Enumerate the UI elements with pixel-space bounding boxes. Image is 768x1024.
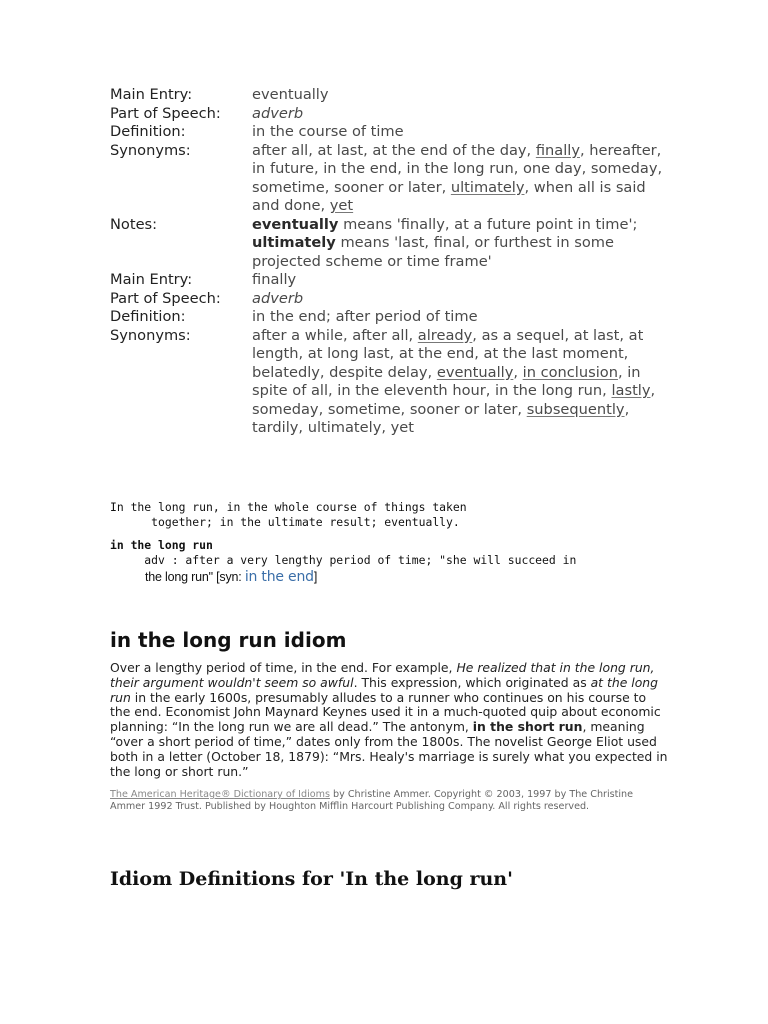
main-entry-label: Main Entry: (110, 86, 193, 103)
notes-word: eventually (252, 215, 339, 233)
wordnet-def-line: together; in the ultimate result; eventually. (110, 515, 460, 529)
pos-label: Part of Speech: (110, 104, 221, 122)
entry2-synonyms-row (110, 327, 670, 438)
syn-text: , hereafter, in future, in the end, in the long run, one day, someday, sometime, sooner or later, (252, 141, 663, 196)
synonym-link-finally[interactable]: finally (535, 141, 580, 159)
synonyms-value (252, 142, 667, 216)
idiom-example: He realized that in the long run, their argument wouldn't seem so awful (110, 660, 655, 690)
definition-label: Definition: (110, 308, 186, 325)
entry2-definition-row (110, 308, 670, 327)
syn-text: , when all is said and done, (252, 178, 646, 214)
entry2-pos-row (110, 290, 670, 309)
definitions-heading: Idiom Definitions for 'In the long run' (110, 868, 513, 890)
main-entry-value: finally (252, 271, 297, 288)
wordnet-headword: in the long run (110, 538, 213, 552)
syn-text: , someday, sometime, sooner or later, (252, 382, 656, 418)
entry1-notes-row (110, 216, 670, 272)
notes-text: means 'last, final, or furthest in some projected scheme or time frame' (252, 234, 614, 270)
idiom-text: , meaning “over a short period of time,” dates only from the 1800s. The novelist George Eliot used both in a letter (October 18, 1879): “Mrs. Healy's marriage is surely what you expected in the long or short run.” (110, 719, 668, 779)
idiom-text: in the early 1600s, presumably alludes to a runner who continues on his course to the end. Economist John Maynard Keynes used it in a much-quoted quip about economic planning: “In the long run we are all dead.” The antonym, (110, 689, 661, 735)
synonym-link-already[interactable]: already (417, 326, 473, 344)
synonym-link-ultimately[interactable]: ultimately (450, 178, 525, 196)
synonym-link-subsequently[interactable]: subsequently (526, 400, 625, 418)
entry1-main-entry-row (110, 86, 670, 105)
wordnet-definition (110, 500, 467, 530)
idiom-heading: in the long run idiom (110, 628, 347, 652)
entry1-pos-row (110, 105, 670, 124)
wordnet-bracket: ] (313, 570, 318, 584)
notes-word: ultimately (252, 234, 336, 251)
syn-text: , in spite of all, in the eleventh hour, in the long run, (252, 363, 641, 399)
entry1-synonyms-row (110, 142, 670, 216)
wordnet-def-line: In the long run, in the whole course of things taken (110, 500, 467, 514)
definition-value: in the course of time (252, 123, 404, 140)
pos-value: adverb (252, 289, 304, 307)
idiom-credit (110, 789, 650, 813)
notes-text: means 'finally, at a future point in time'; (338, 215, 638, 233)
synonyms-label: Synonyms: (110, 326, 191, 344)
definition-value: in the end; after period of time (252, 308, 478, 325)
entry1-definition-row (110, 123, 670, 142)
wordnet-sense (110, 538, 576, 568)
idiom-text: . This expression, which originated as (353, 674, 591, 690)
source-link[interactable]: The American Heritage® Dictionary of Idioms (110, 789, 330, 800)
synonym-link-lastly[interactable]: lastly (611, 382, 651, 399)
idiom-paragraph (110, 661, 670, 779)
syn-text: after a while, after all, (252, 326, 418, 344)
wordnet-sense-line: adv : after a very lengthy period of time; "she will succeed in (110, 553, 577, 567)
entry2-main-entry-row (110, 271, 670, 290)
notes-label: Notes: (110, 215, 158, 233)
synonym-link-eventually[interactable]: eventually (436, 363, 514, 381)
syn-text: , (513, 363, 523, 381)
wordnet-sense-text: the long run" [syn: (145, 570, 245, 584)
thesaurus-entries (110, 86, 670, 438)
wordnet-sense-continuation (145, 569, 317, 585)
pos-value: adverb (252, 104, 304, 122)
synonym-link-in-conclusion[interactable]: in conclusion (522, 363, 618, 381)
credit-text: by Christine Ammer. Copyright © 2003, 1997 by The Christine Ammer 1992 Trust. Published by Houghton Mifflin Harcourt Publishing Company. All rights reserved. (110, 789, 634, 812)
synonyms-label: Synonyms: (110, 141, 191, 159)
main-entry-value: eventually (252, 86, 329, 103)
synonym-link-in-the-end[interactable]: in the end (244, 569, 314, 585)
idiom-example: at the long run (110, 674, 658, 705)
main-entry-label: Main Entry: (110, 271, 193, 288)
syn-text: , as a sequel, at last, at length, at long last, at the end, at the last moment, belatedly, despite delay, (252, 326, 644, 381)
notes-value (252, 216, 667, 272)
idiom-antonym: in the short run (472, 719, 583, 735)
idiom-text: Over a lengthy period of time, in the end. For example, (110, 660, 457, 675)
synonyms-value (252, 327, 667, 438)
pos-label: Part of Speech: (110, 289, 221, 307)
definition-label: Definition: (110, 123, 186, 140)
syn-text: , tardily, ultimately, yet (252, 400, 630, 436)
syn-text: after all, at last, at the end of the day, (252, 141, 536, 159)
synonym-link-yet[interactable]: yet (329, 197, 354, 214)
